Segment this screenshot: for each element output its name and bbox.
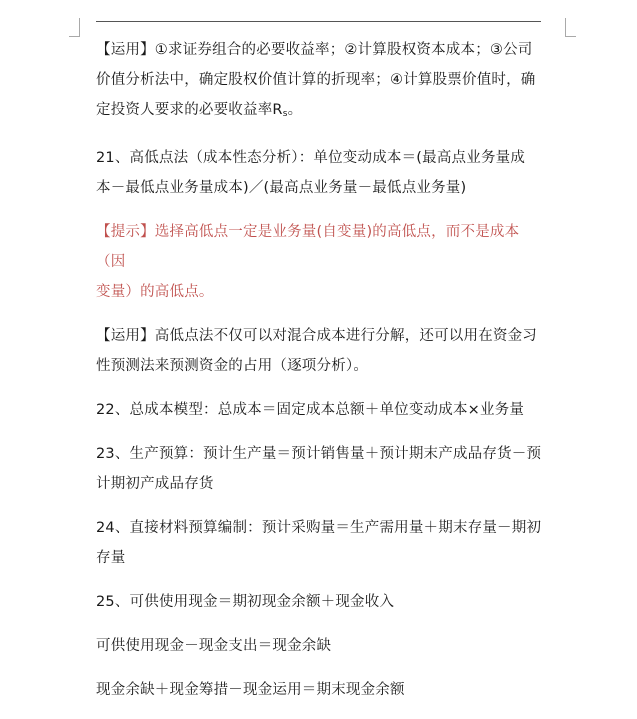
hint-line: 【提示】选择高低点一定是业务量(自变量)的高低点，而不是成本（因 (96, 224, 520, 270)
text-line-with-subscript (96, 95, 548, 129)
paragraph-item-22 (96, 395, 548, 425)
paragraph-hint (96, 217, 548, 307)
paragraph-item-23 (96, 439, 548, 499)
text-line: 可供使用现金－现金支出＝现金余缺 (96, 638, 332, 654)
paragraph-item-21 (96, 143, 548, 203)
text-line: 价值分析法中，确定股权价值计算的折现率；④计算股票价值时，确 (96, 72, 536, 88)
text-line: 性预测法来预测资金的占用（逐项分析）。 (96, 358, 369, 374)
text-line: 【运用】高低点法不仅可以对混合成本进行分解，还可以用在资金习 (96, 328, 537, 344)
paragraph-item-25 (96, 587, 548, 617)
header-rule (96, 21, 541, 22)
page-corner-mark-right (565, 18, 576, 37)
paragraph-item-24 (96, 513, 548, 573)
text-line: 定投资人要求的必要收益率$R_s$。 (96, 102, 303, 119)
subscript: s (282, 109, 288, 119)
document-body (96, 35, 548, 719)
paragraph-usage-2 (96, 321, 548, 381)
text-line: 现金余缺＋现金筹措－现金运用＝期末现金余额 (96, 682, 405, 698)
text-line: 24、直接材料预算编制：预计采购量＝生产需用量＋期末存量－期初 (96, 520, 542, 536)
text-line: 计期初产成品存货 (96, 476, 214, 492)
text-line: 21、高低点法（成本性态分析）：单位变动成本＝(最高点业务量成 (96, 150, 526, 166)
page-corner-mark-left (69, 18, 80, 37)
paragraph-formula-ending (96, 675, 548, 705)
paragraph-usage-1 (96, 35, 548, 129)
text-line: 22、总成本模型：总成本＝固定成本总额＋单位变动成本×业务量 (96, 402, 525, 418)
text-line: 本－最低点业务量成本)／(最高点业务量－最低点业务量) (96, 180, 467, 196)
text-line: 【运用】①求证券组合的必要收益率；②计算股权资本成本；③公司 (96, 42, 533, 58)
text-line: 25、可供使用现金＝期初现金余额＋现金收入 (96, 594, 395, 610)
text-line: 23、生产预算：预计生产量＝预计销售量＋预计期末产成品存货－预 (96, 446, 542, 462)
paragraph-formula-shortage (96, 631, 548, 661)
hint-line: 变量）的高低点。 (96, 284, 214, 300)
text-line: 存量 (96, 550, 126, 566)
